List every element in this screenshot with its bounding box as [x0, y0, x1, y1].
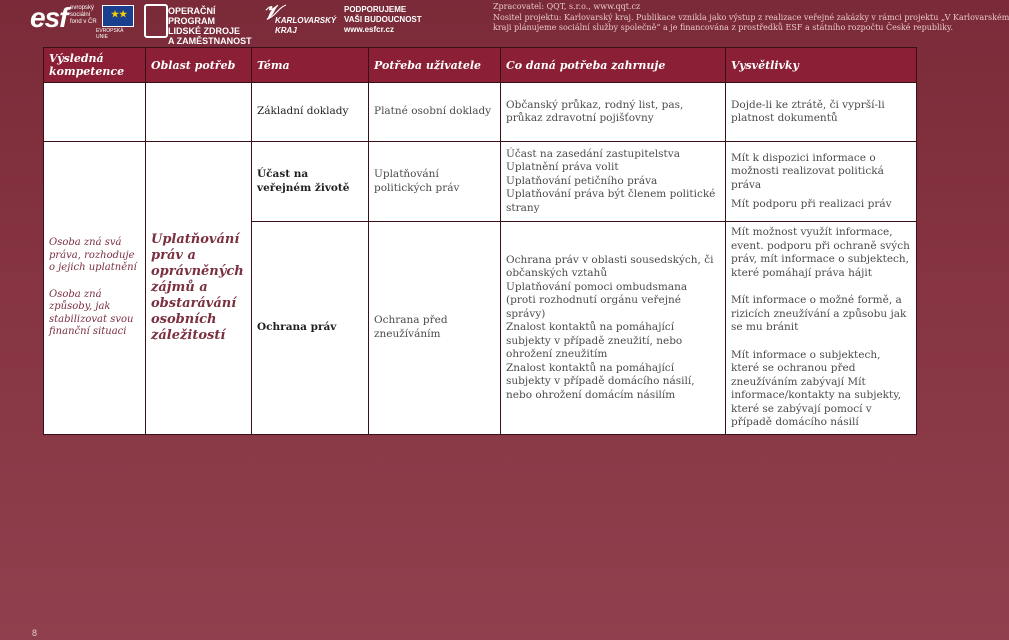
- support-logo: [344, 5, 424, 35]
- kraj-line: KARLOVARSKÝ: [275, 16, 337, 25]
- area-cell: Uplatňování práv a oprávněných zájmů a obstarávání osobních záležitostí: [146, 142, 252, 435]
- esf-label: evropský sociální fond v ČR: [70, 5, 97, 25]
- empty-cell: [146, 83, 252, 142]
- column-header: Potřeba uživatele: [369, 48, 501, 83]
- includes-item: Účast na zasedání zastupitelstva: [506, 147, 680, 160]
- op-line: A ZAMĚSTNANOST: [168, 36, 252, 46]
- theme-cell: Účast na veřejném životě: [252, 142, 369, 222]
- note-cell: [726, 222, 917, 435]
- support-line: VAŠI BUDOUCNOST: [344, 15, 422, 24]
- includes-cell: [501, 142, 726, 222]
- support-line: www.esfcr.cz: [344, 25, 394, 34]
- note-item: Mít informace o subjektech, které se ochranou před zneužíváním zabývají Mít informace/kontakty na subjekty, které se zabývají pomocí v případě domácího násilí: [731, 348, 902, 428]
- note-item: Mít podporu při realizaci práv: [731, 198, 892, 210]
- includes-item: Ochrana práv v oblasti sousedských, či občanských vztahů: [506, 253, 714, 279]
- column-header: Téma: [252, 48, 369, 83]
- includes-item: Uplatňování petičního práva: [506, 174, 658, 187]
- op-line: LIDSKÉ ZDROJE: [168, 26, 241, 36]
- table-row: [44, 83, 917, 142]
- includes-item: Uplatňování práva být členem politické strany: [506, 188, 716, 214]
- includes-item: Uplatňování pomoci ombudsmana (proti rozhodnutí orgánu veřejné správy): [506, 280, 688, 320]
- need-cell: Uplatňování politických práv: [369, 142, 501, 222]
- includes-cell: [501, 222, 726, 435]
- table-header-row: [44, 48, 917, 83]
- includes-item: Znalost kontaktů na pomáhající subjekty v případě domácího násilí, nebo ohrožení domácím násilím: [506, 361, 695, 401]
- includes-cell: Občanský průkaz, rodný list, pas, průkaz zdravotní pojišťovny: [501, 83, 726, 142]
- includes-item: Uplatnění práva volit: [506, 161, 619, 174]
- header-bar: [0, 0, 1009, 46]
- need-cell: Ochrana před zneužíváním: [369, 222, 501, 435]
- includes-item: Znalost kontaktů na pomáhající subjekty v případě zneužití, nebo ohrožení zneužitím: [506, 321, 683, 360]
- producer-line: Zpracovatel: QQT, s.r.o., www.qqt.cz: [493, 2, 641, 11]
- competence-item: Osoba zná svá práva, rozhoduje o jejich uplatnění: [49, 237, 137, 273]
- page-content: [0, 40, 960, 640]
- support-line: PODPORUJEME: [344, 5, 407, 14]
- op-line: OPERAČNÍ PROGRAM: [168, 6, 216, 26]
- theme-cell: Ochrana práv: [252, 222, 369, 435]
- column-header: Co daná potřeba zahrnuje: [501, 48, 726, 83]
- eu-label: EVROPSKÁ UNIE: [96, 28, 124, 40]
- esf-mark: esf: [30, 2, 68, 33]
- empty-cell: [44, 83, 146, 142]
- note-item: Mít informace o možné formě, a rizicích zneužívání a způsobu jak se mu bránit: [731, 294, 907, 333]
- note-cell: [726, 142, 917, 222]
- competence-table: [43, 47, 917, 435]
- competence-cell: [44, 142, 146, 435]
- op-logo-icon: [144, 4, 168, 38]
- note-item: Mít k dispozici informace o možnosti realizovat politická práva: [731, 151, 884, 191]
- competence-item: Osoba zná způsoby, jak stabilizovat svou finanční situaci: [49, 288, 134, 337]
- theme-cell: Základní doklady: [252, 83, 369, 142]
- eu-flag-icon: ★★: [102, 5, 134, 27]
- producer-info: [493, 2, 1009, 34]
- note-item: Mít možnost využít informace, event. podporu při ochraně svých práv, mít informace o subjektech, které pomáhají práva hájit: [731, 226, 910, 279]
- producer-line: Nositel projektu: Karlovarský kraj. Publikace vznikla jako výstup z realizace veřejné zakázky v rámci projektu „V Karlovarském: [493, 12, 1009, 22]
- producer-line: kraji plánujeme sociální služby společně“ a je financována z prostředků ESF a státního rozpočtu České republiky.: [493, 23, 953, 32]
- page-number: 8: [32, 628, 38, 638]
- column-header: Výsledná kompetence: [44, 48, 146, 83]
- esf-logo: [30, 2, 135, 40]
- column-header: Oblast potřeb: [146, 48, 252, 83]
- need-cell: Platné osobní doklady: [369, 83, 501, 142]
- kraj-mark-icon: 𝒱: [263, 2, 280, 24]
- table-row: [44, 142, 917, 222]
- note-cell: Dojde-li ke ztrátě, či vyprší-li platnost dokumentů: [726, 83, 917, 142]
- kraj-line: KRAJ: [275, 26, 297, 35]
- column-header: Vysvětlivky: [726, 48, 917, 83]
